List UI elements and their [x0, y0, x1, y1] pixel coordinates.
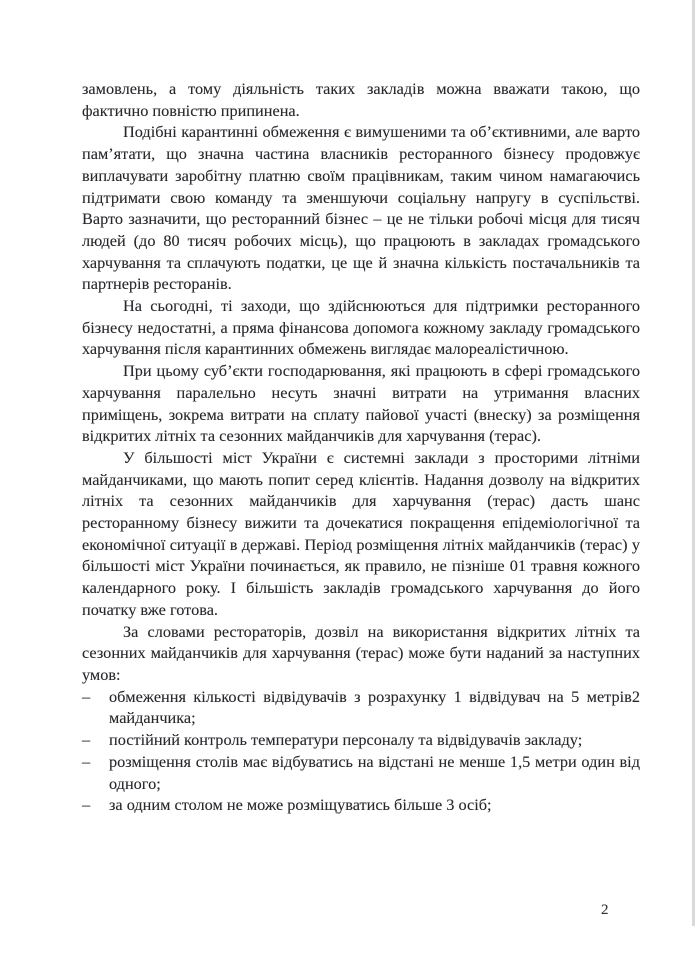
list-item-text: обмеження кількості відвідувачів з розрахунку 1 відвідувач на 5 метрів2 майданчика;	[109, 686, 640, 728]
page-edge-line	[692, 0, 695, 926]
paragraph: На сьогодні, ті заходи, що здійснюються для підтримки ресторанного бізнесу недостатні, а пряма фінансова допомога кожному закладу громадського харчування після карантинних обмежень виглядає малореалістичною.	[82, 296, 640, 359]
list-item-text: розміщення столів має відбуватись на відстані не менше 1,5 метри один від одного;	[109, 751, 640, 793]
document-body	[82, 78, 640, 816]
paragraph-continuation: замовлень, а тому діяльність таких закладів можна вважати такою, що фактично повністю припинена.	[82, 79, 640, 120]
list-item-text: постійний контроль температури персоналу та відвідувачів закладу;	[109, 730, 583, 750]
list-item	[82, 751, 640, 794]
paragraph: Подібні карантинні обмеження є вимушеними та об’єктивними, але варто пам’ятати, що значна частина власників ресторанного бізнесу продовжує виплачувати заробітну платню своїм працівникам, таким чином намагаючись підтримати свою команду та зменшуючи соціальну напругу в суспільстві. Варто зазначити, що ресторанний бізнес – це не тільки робочі місця для тисяч людей (до 80 тисяч робочих місць), що працюють в закладах громадського харчування та сплачують податки, це ще й значна кількість постачальників та партнерів ресторанів.	[82, 122, 640, 294]
bullet-dash: –	[82, 730, 91, 750]
bullet-dash: –	[82, 751, 91, 771]
paragraph: За словами рестораторів, дозвіл на використання відкритих літніх та сезонних майданчиків для харчування (терас) може бути наданий за наступних умов:	[82, 621, 640, 684]
paragraph: У більшості міст України є системні заклади з просторими літніми майданчиками, що мають попит серед клієнтів. Надання дозволу на відкритих літніх та сезонних майданчиків для харчування (терас) дасть шанс ресторанному бізнесу вижити та дочекатися покращення епідеміологічної та економічної ситуації в державі. Період розміщення літніх майданчиків (терас) у більшості міст України починається, як правило, не пізніше 01 травня кожного календарного року. І більшість закладів громадського харчування до його початку вже готова.	[82, 447, 640, 619]
bullet-dash: –	[82, 795, 91, 815]
page-number: 2	[601, 902, 609, 918]
list-item	[82, 729, 640, 751]
bullet-dash: –	[82, 686, 91, 706]
list-item	[82, 794, 640, 816]
condition-list	[82, 686, 640, 816]
list-item	[82, 686, 640, 729]
list-item-text: за одним столом не може розміщуватись більше 3 осіб;	[109, 795, 492, 815]
paragraph: При цьому суб’єкти господарювання, які працюють в сфері громадського харчування паралельно несуть значні витрати на утримання власних приміщень, зокрема витрати на сплату пайової участі (внеску) за розміщення відкритих літніх та сезонних майданчиків для харчування (терас).	[82, 361, 640, 446]
